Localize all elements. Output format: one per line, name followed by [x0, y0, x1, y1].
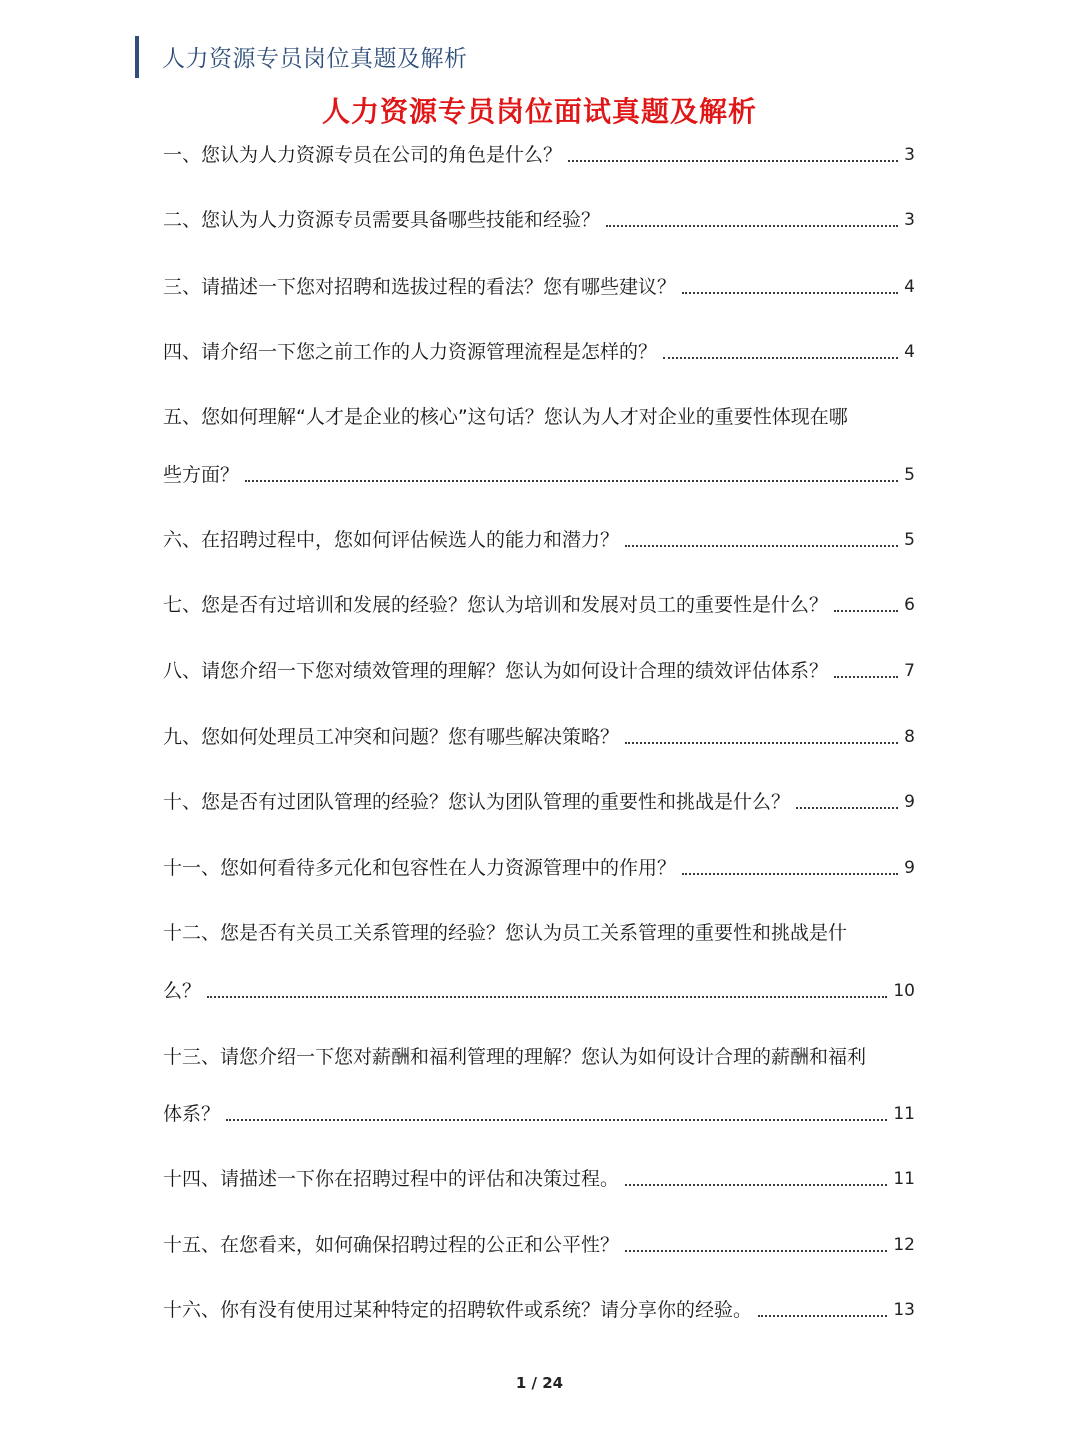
toc-page-number: 3 [904, 210, 915, 230]
toc-entry[interactable] [163, 654, 915, 684]
toc-dot-leader [625, 545, 898, 547]
toc-dot-leader [226, 1119, 887, 1121]
toc-entry-title: 十六、你有没有使用过某种特定的招聘软件或系统？请分享你的经验。 [163, 1299, 753, 1321]
toc-dot-leader [758, 1315, 887, 1317]
toc-entry[interactable] [163, 203, 915, 233]
toc-entry[interactable] [163, 1097, 915, 1127]
toc-entry[interactable] [163, 458, 915, 488]
toc-dot-leader [207, 996, 887, 998]
toc-dot-leader [682, 873, 898, 875]
toc-entry[interactable] [163, 138, 915, 168]
toc-entry-title: 十二、您是否有关员工关系管理的经验？您认为员工关系管理的重要性和挑战是什 [163, 922, 848, 944]
toc-page-number: 11 [893, 1169, 915, 1189]
toc-entry-title: 一、您认为人力资源专员在公司的角色是什么？ [163, 144, 563, 166]
toc-entry[interactable] [163, 1293, 915, 1323]
toc-entry-title: 体系？ [163, 1103, 221, 1125]
toc-page-number: 13 [893, 1300, 915, 1320]
toc-entry-title: 么？ [163, 980, 202, 1002]
toc-entry[interactable] [163, 1228, 915, 1258]
toc-dot-leader [625, 742, 898, 744]
document-title: 人力资源专员岗位面试真题及解析 [321, 95, 757, 128]
toc-dot-leader [245, 480, 898, 482]
toc-page-number: 8 [904, 727, 915, 747]
toc-dot-leader [663, 357, 898, 359]
toc-entry-title: 十四、请描述一下你在招聘过程中的评估和决策过程。 [163, 1168, 620, 1190]
toc-dot-leader [625, 1250, 887, 1252]
toc-entry[interactable] [163, 974, 915, 1004]
toc-dot-leader [682, 292, 898, 294]
toc-page-number: 6 [904, 595, 915, 615]
toc-entry-line [163, 916, 915, 946]
toc-entry[interactable] [163, 720, 915, 750]
toc-page-number: 10 [893, 981, 915, 1001]
toc-entry-title: 些方面？ [163, 464, 240, 486]
toc-page-number: 5 [904, 530, 915, 550]
toc-entry-title: 三、请描述一下您对招聘和选拔过程的看法？您有哪些建议？ [163, 276, 677, 298]
page-indicator: 1 / 24 [515, 1374, 564, 1392]
toc-entry-title: 五、您如何理解“人才是企业的核心”这句话？您认为人才对企业的重要性体现在哪 [163, 406, 848, 428]
running-header: 人力资源专员岗位真题及解析 [162, 46, 468, 72]
toc-page-number: 7 [904, 661, 915, 681]
toc-entry-line [163, 1040, 915, 1070]
toc-entry[interactable] [163, 851, 915, 881]
toc-dot-leader [834, 610, 898, 612]
toc-entry-title: 八、请您介绍一下您对绩效管理的理解？您认为如何设计合理的绩效评估体系？ [163, 660, 829, 682]
toc-entry-title: 六、在招聘过程中，您如何评估候选人的能力和潜力？ [163, 529, 620, 551]
toc-page-number: 9 [904, 858, 915, 878]
toc-dot-leader [625, 1184, 887, 1186]
toc-entry-title: 二、您认为人力资源专员需要具备哪些技能和经验？ [163, 209, 601, 231]
toc-entry-title: 十、您是否有过团队管理的经验？您认为团队管理的重要性和挑战是什么？ [163, 791, 791, 813]
toc-dot-leader [606, 225, 898, 227]
toc-entry-title: 七、您是否有过培训和发展的经验？您认为培训和发展对员工的重要性是什么？ [163, 594, 829, 616]
toc-dot-leader [568, 160, 898, 162]
toc-entry-title: 十五、在您看来，如何确保招聘过程的公正和公平性？ [163, 1234, 620, 1256]
toc-dot-leader [796, 807, 898, 809]
toc-entry[interactable] [163, 523, 915, 553]
toc-page-number: 4 [904, 342, 915, 362]
toc-entry[interactable] [163, 1162, 915, 1192]
toc-page-number: 12 [893, 1235, 915, 1255]
toc-page-number: 5 [904, 465, 915, 485]
toc-entry-title: 四、请介绍一下您之前工作的人力资源管理流程是怎样的？ [163, 341, 658, 363]
toc-page-number: 4 [904, 277, 915, 297]
toc-entry-title: 九、您如何处理员工冲突和问题？您有哪些解决策略？ [163, 726, 620, 748]
toc-entry-line [163, 400, 915, 430]
toc-entry[interactable] [163, 335, 915, 365]
toc-page-number: 11 [893, 1104, 915, 1124]
toc-entry-title: 十一、您如何看待多元化和包容性在人力资源管理中的作用？ [163, 857, 677, 879]
toc-dot-leader [834, 676, 898, 678]
toc-entry-title: 十三、请您介绍一下您对薪酬和福利管理的理解？您认为如何设计合理的薪酬和福利 [163, 1046, 867, 1068]
toc-page-number: 9 [904, 792, 915, 812]
toc-page-number: 3 [904, 145, 915, 165]
toc-entry[interactable] [163, 270, 915, 300]
toc-entry[interactable] [163, 785, 915, 815]
toc-entry[interactable] [163, 588, 915, 618]
header-accent-bar [135, 36, 139, 78]
